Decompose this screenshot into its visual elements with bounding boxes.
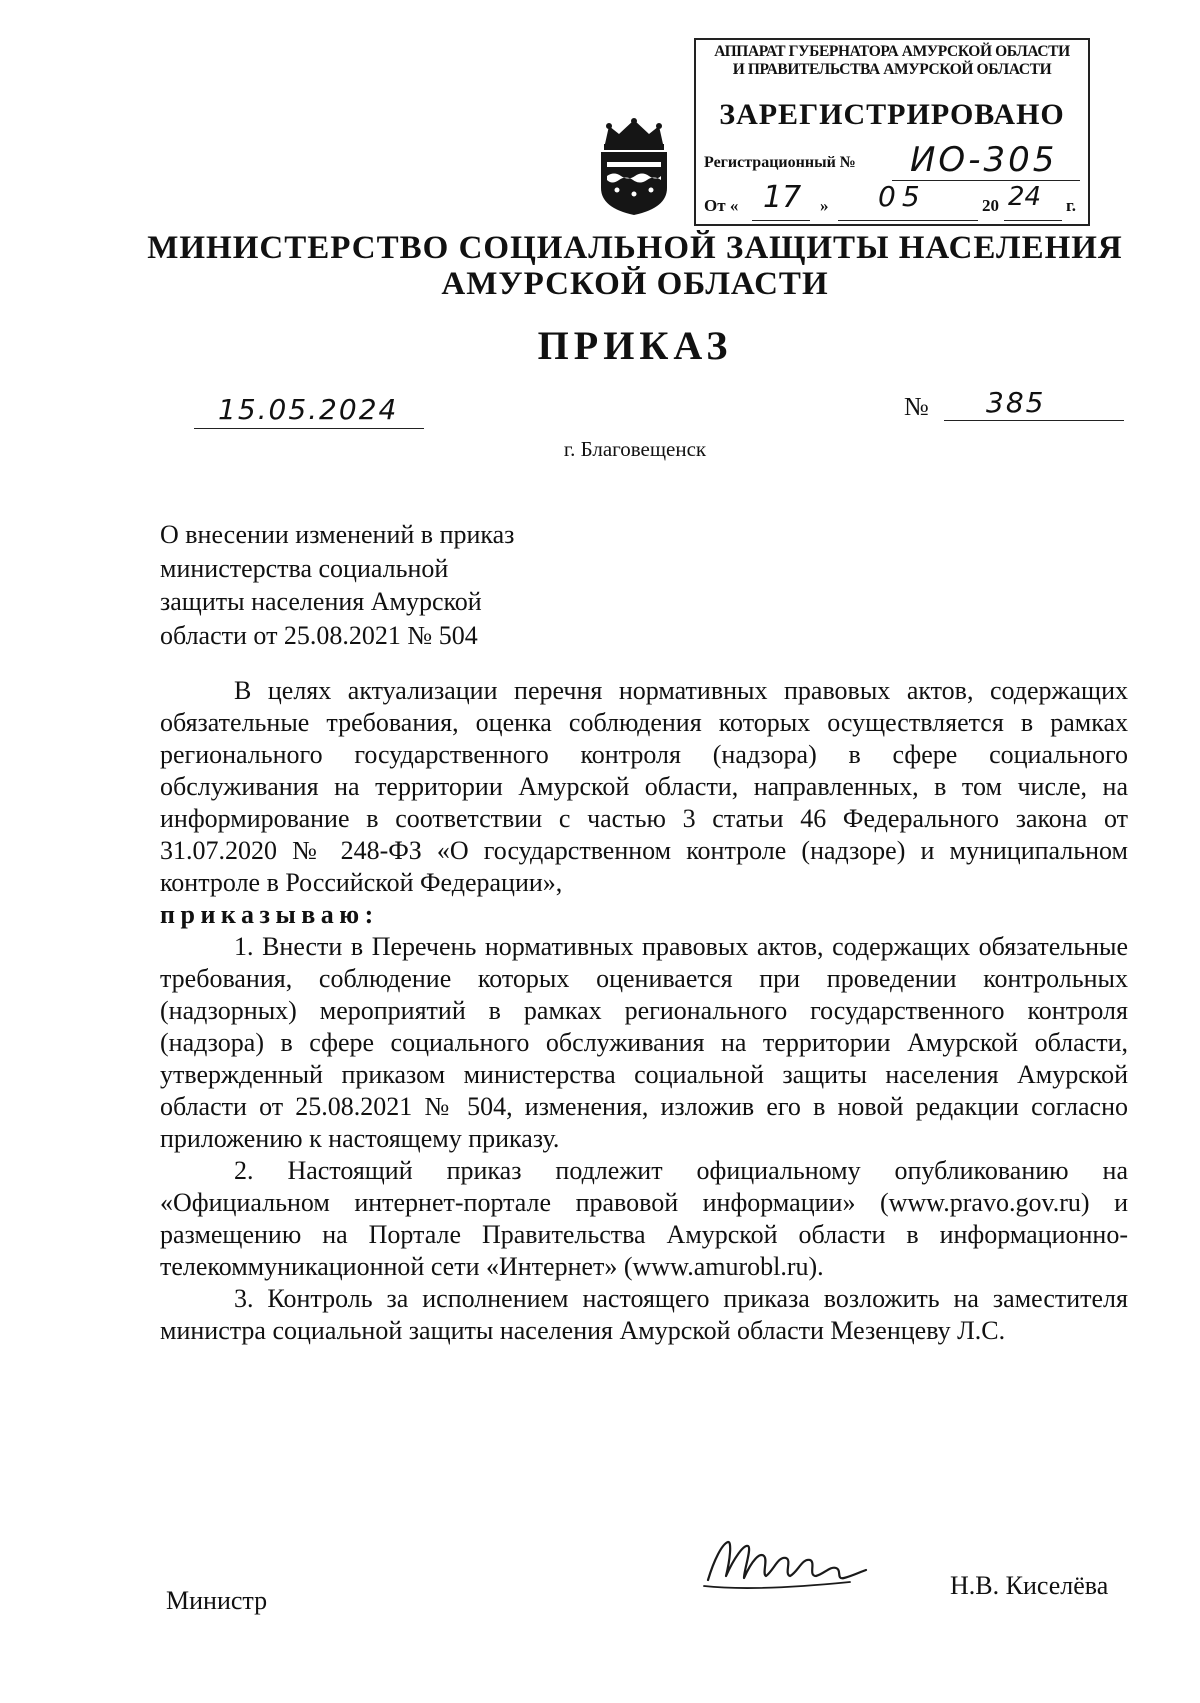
order-date-underline [194, 428, 424, 429]
stamp-month-underline [838, 220, 978, 221]
stamp-reg-number-label: Регистрационный № [704, 154, 856, 171]
order-body [160, 675, 1128, 1347]
decree-line [160, 899, 1128, 931]
city-line: г. Благовещенск [563, 437, 707, 461]
subject-line: защиты населения Амурской [160, 587, 482, 616]
preamble-paragraph: В целях актуализации перечня нормативных правовых актов, содержащих обязательные требования, оценка соблюдения которых осуществляется в рамках регионального государственного контроля (надзора) в сфере социального обслуживания на территории Амурской области, направленных, в том числе, на информирование в соответствии с частью 3 статьи 46 Федерального закона от 31.07.2020 № 248-ФЗ «О государственном контроле (надзоре) и муниципальном контроле в Российской Федерации», [160, 676, 1128, 897]
order-item-1: 1. Внести в Перечень нормативных правовых актов, содержащих обязательные требования, соблюдение которых оценивается при проведении контрольных (надзорных) мероприятий в рамках регионального государственного контроля (надзора) в сфере социального обслуживания на территории Амурской области, утвержденный приказом министерства социальной защиты населения Амурской области от 25.08.2021 № 504, изменения, изложив его в новой редакции согласно приложению к настоящему приказу. [160, 932, 1128, 1153]
ministry-name-line-1: МИНИСТЕРСТВО СОЦИАЛЬНОЙ ЗАЩИТЫ НАСЕЛЕНИЯ [147, 230, 1123, 266]
subject-line: О внесении изменений в приказ [160, 520, 515, 549]
stamp-day-underline [752, 220, 810, 221]
signer-title: Министр [166, 1586, 268, 1615]
order-subject [160, 518, 580, 652]
order-item-3: 3. Контроль за исполнением настоящего приказа возложить на заместителя министра социальной защиты населения Амурской области Мезенцеву Л.С. [160, 1284, 1128, 1345]
subject-line: министерства социальной [160, 553, 449, 583]
stamp-reg-number: ИО-305 [910, 140, 1058, 180]
stamp-date-quote-close: » [820, 196, 829, 215]
amur-region-coat-of-arms-icon [595, 118, 673, 216]
stamp-registered-label: ЗАРЕГИСТРИРОВАНО [719, 98, 1065, 131]
stamp-date-day: 17 [763, 180, 802, 215]
stamp-date-century: 20 [982, 196, 999, 215]
order-number: 385 [986, 386, 1046, 419]
registration-stamp [694, 38, 1090, 226]
stamp-year-underline [1004, 220, 1062, 221]
handwritten-signature-icon [700, 1530, 870, 1600]
stamp-date-month: 05 [878, 180, 926, 213]
signer-name: Н.В. Киселёва [950, 1571, 1109, 1600]
stamp-org-line-1: АППАРАТ ГУБЕРНАТОРА АМУРСКОЙ ОБЛАСТИ [714, 43, 1070, 60]
subject-line: области от 25.08.2021 № 504 [160, 620, 478, 650]
document-type-title: ПРИКАЗ [537, 323, 733, 368]
order-date: 15.05.2024 [218, 393, 399, 426]
stamp-date-prefix: От « [704, 196, 739, 215]
stamp-date-suffix: г. [1066, 196, 1077, 215]
decree-word: приказываю: [160, 900, 379, 929]
stamp-date-year: 24 [1008, 182, 1042, 212]
order-item-2: 2. Настоящий приказ подлежит официальному опубликованию на «Официальном интернет-портале правовой информации» (www.pravo.gov.ru) и размещению на Портале Правительства Амурской области в информационно-телекоммуникационной сети «Интернет» (www.amurobl.ru). [160, 1156, 1128, 1281]
order-number-label: № [904, 392, 929, 421]
ministry-name-line-2: АМУРСКОЙ ОБЛАСТИ [441, 266, 829, 302]
order-number-underline [944, 420, 1124, 421]
stamp-org-line-2: И ПРАВИТЕЛЬСТВА АМУРСКОЙ ОБЛАСТИ [732, 61, 1052, 78]
